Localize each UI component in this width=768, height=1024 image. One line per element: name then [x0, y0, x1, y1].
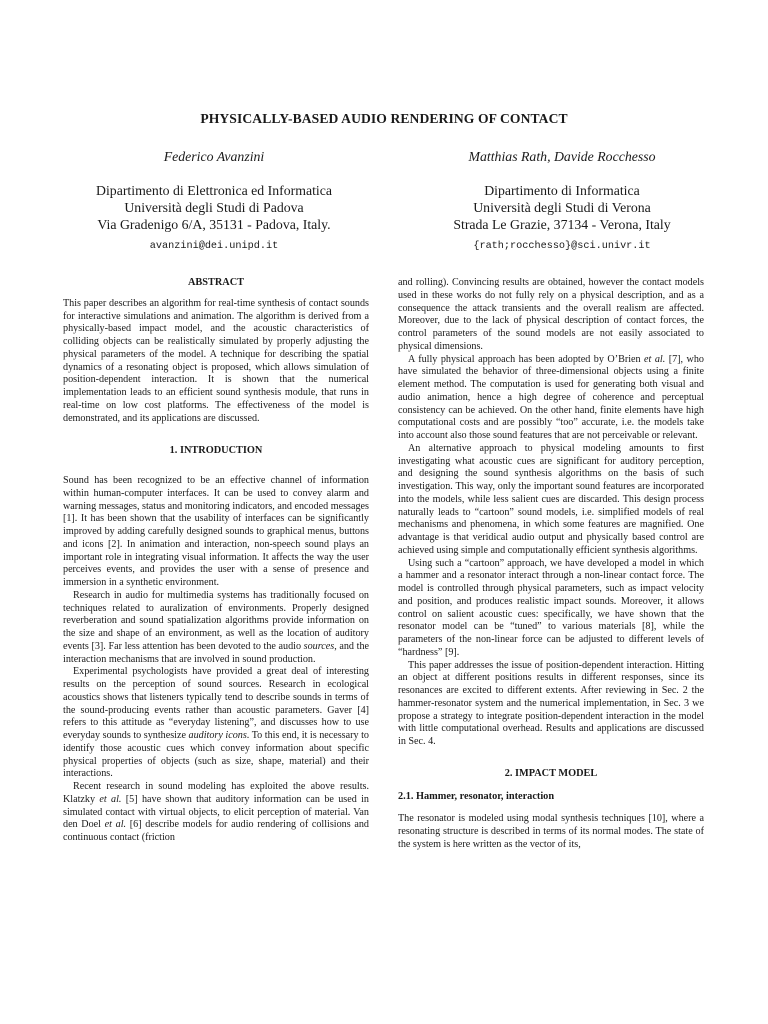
right-column — [398, 277, 704, 852]
body-paragraph: and rolling). Convincing results are obtained, however the contact models used in these works do not fully rely on a physical description, and as a consequence the attack transients and the overall realism are affected. Moreover, due to the lack of physical description of contact forces, the control parameters of the sound models are not easily associated to physical dimensions. — [398, 277, 704, 352]
intro-paragraph: Recent research in sound modeling has exploited the above results. Klatzky et al. [5] have shown that auditory information can be used in simulated contact with virtual objects, to elicit perception of material. Van den Doel et al. [6] describe models for audio rendering of collisions and continuous contact (friction — [63, 781, 369, 843]
intro-paragraph: Experimental psychologists have provided a great deal of interesting results on the perception of sound sources. Research in ecological acoustics shows that listeners typically tend to describe sounds in terms of the sound-producing events rather than acoustic parameters. Gaver [4] refers to this attitude as “everyday listening”, and discusses how to use everyday sounds to synthesize auditory icons. To this end, it is necessary to identify those acoustic cues which convey information about specific physical properties of objects (such as size, shape, material) and their interactions. — [63, 666, 369, 780]
author-email: avanzini@dei.unipd.it — [149, 241, 279, 252]
affiliation-line: Dipartimento di Informatica — [484, 183, 640, 198]
author-name: Federico Avanzini — [163, 149, 265, 164]
author-block-right — [397, 148, 727, 252]
author-block-left — [49, 148, 379, 252]
affiliation-line: Università degli Studi di Verona — [473, 200, 651, 215]
intro-heading: 1. INTRODUCTION — [169, 445, 263, 457]
body-paragraph: A fully physical approach has been adopted by O’Brien et al. [7], who have simulated the behavior of three-dimensional objects using a finite element method. The computation is used for generating both visual and audio animation, hence a high degree of coherence and perceptual consistency can be achieved. On the other hand, finite elements have high computational costs and are possibly “too” accurate, i.e. the models take into account also those sound features that are not perceivable or relevant. — [398, 353, 704, 441]
affiliation-line: Via Gradenigo 6/A, 35131 - Padova, Italy. — [97, 217, 331, 232]
left-column — [63, 277, 369, 845]
body-paragraph: The resonator is modeled using modal synthesis techniques [10], where a resonating structure is described in terms of its normal modes. The state of the system is here written as the vector of its, — [398, 813, 704, 850]
affiliation-line: Università degli Studi di Padova — [124, 200, 304, 215]
abstract-text: This paper describes an algorithm for real-time synthesis of contact sounds for interactive simulations and animation. The algorithm is derived from a physically-based impact model, and the acoustic characteristics of colliding objects can be realistically simulated by properly adjusting the physical parameters of the model. A technique for describing the spatial dynamics of a resonating object is proposed, which allows simulation of position-dependent interaction. It is shown that the numerical implementation leads to an efficient sound synthesis module, that runs in real-time on low cost platforms. The effectiveness of the model is demonstrated, and its applications are discussed. — [63, 297, 369, 424]
intro-paragraph: Sound has been recognized to be an effective channel of information within human-computer interfaces. It can be used to convey alarm and warning messages, status and monitoring indicators, and encoded messages [1]. It has been shown that the usability of interfaces can be significantly improved by adding carefully designed sounds to graphical menus, buttons and icons [2]. In animation and interaction, non-speech sound plays an important role in integrating visual information. It affects the way the user perceives events, and provides the user with a sense of presence and immersion in a synthetic environment. — [63, 475, 369, 588]
paper-title: PHYSICALLY-BASED AUDIO RENDERING OF CONTACT — [200, 111, 568, 126]
intro-paragraph: Research in audio for multimedia systems has traditionally focused on techniques related to auralization of environments. Properly designed reverberation and sound spatialization algorithms provide information on the size and shape of an environment, as well as the location of auditory events [3]. Far less attention has been devoted to the audio sources, and the interaction mechanisms that are involved in sound production. — [63, 589, 369, 665]
author-name: Matthias Rath, Davide Rocchesso — [468, 149, 656, 164]
subsection-heading: 2.1. Hammer, resonator, interaction — [398, 790, 555, 802]
author-email: {rath;rocchesso}@sci.univr.it — [473, 241, 651, 252]
body-paragraph: An alternative approach to physical modeling amounts to first investigating what acoustic cues are significant for auditory perception, and designing the sound synthesis algorithms on the basis of such investigation. This way, only the important sound features are incorporated into the models, while less salient cues are discarded. This design process naturally leads to “cartoon” sound models, i.e. simplified models of real mechanisms and phenomena, in which some features are magnified. One advantage is that veridical audio output and physically based control are achieved using simple and computationally efficient synthesis algorithms. — [398, 442, 704, 556]
body-paragraph: This paper addresses the issue of position-dependent interaction. Hitting an object at different positions results in different responses, since its resonances are excited to different extents. After reviewing in Sec. 2 the hammer-resonator system and the numerical implementation, in Sec. 3 we propose a strategy to integrate position-dependent interaction in the model with little computational overhead. Results and applications are discussed in Sec. 4. — [398, 659, 704, 747]
abstract-heading: ABSTRACT — [187, 277, 245, 288]
affiliation-line: Dipartimento di Elettronica ed Informatica — [96, 183, 332, 198]
section-heading: 2. IMPACT MODEL — [504, 767, 598, 779]
affiliation-line: Strada Le Grazie, 37134 - Verona, Italy — [453, 217, 671, 232]
body-paragraph: Using such a “cartoon” approach, we have developed a model in which a hammer and a resonator interact through a non-linear contact force. The model is controlled through physical parameters, such as impact velocity and position, and produces realistic impact sounds. Moreover, it allows control on salient acoustic cues: specifically, we have shown that the resonator model can be “tuned” to various materials [8], while the parameters of the non-linear force can be adjusted to different levels of “hardness” [9]. — [398, 557, 704, 658]
